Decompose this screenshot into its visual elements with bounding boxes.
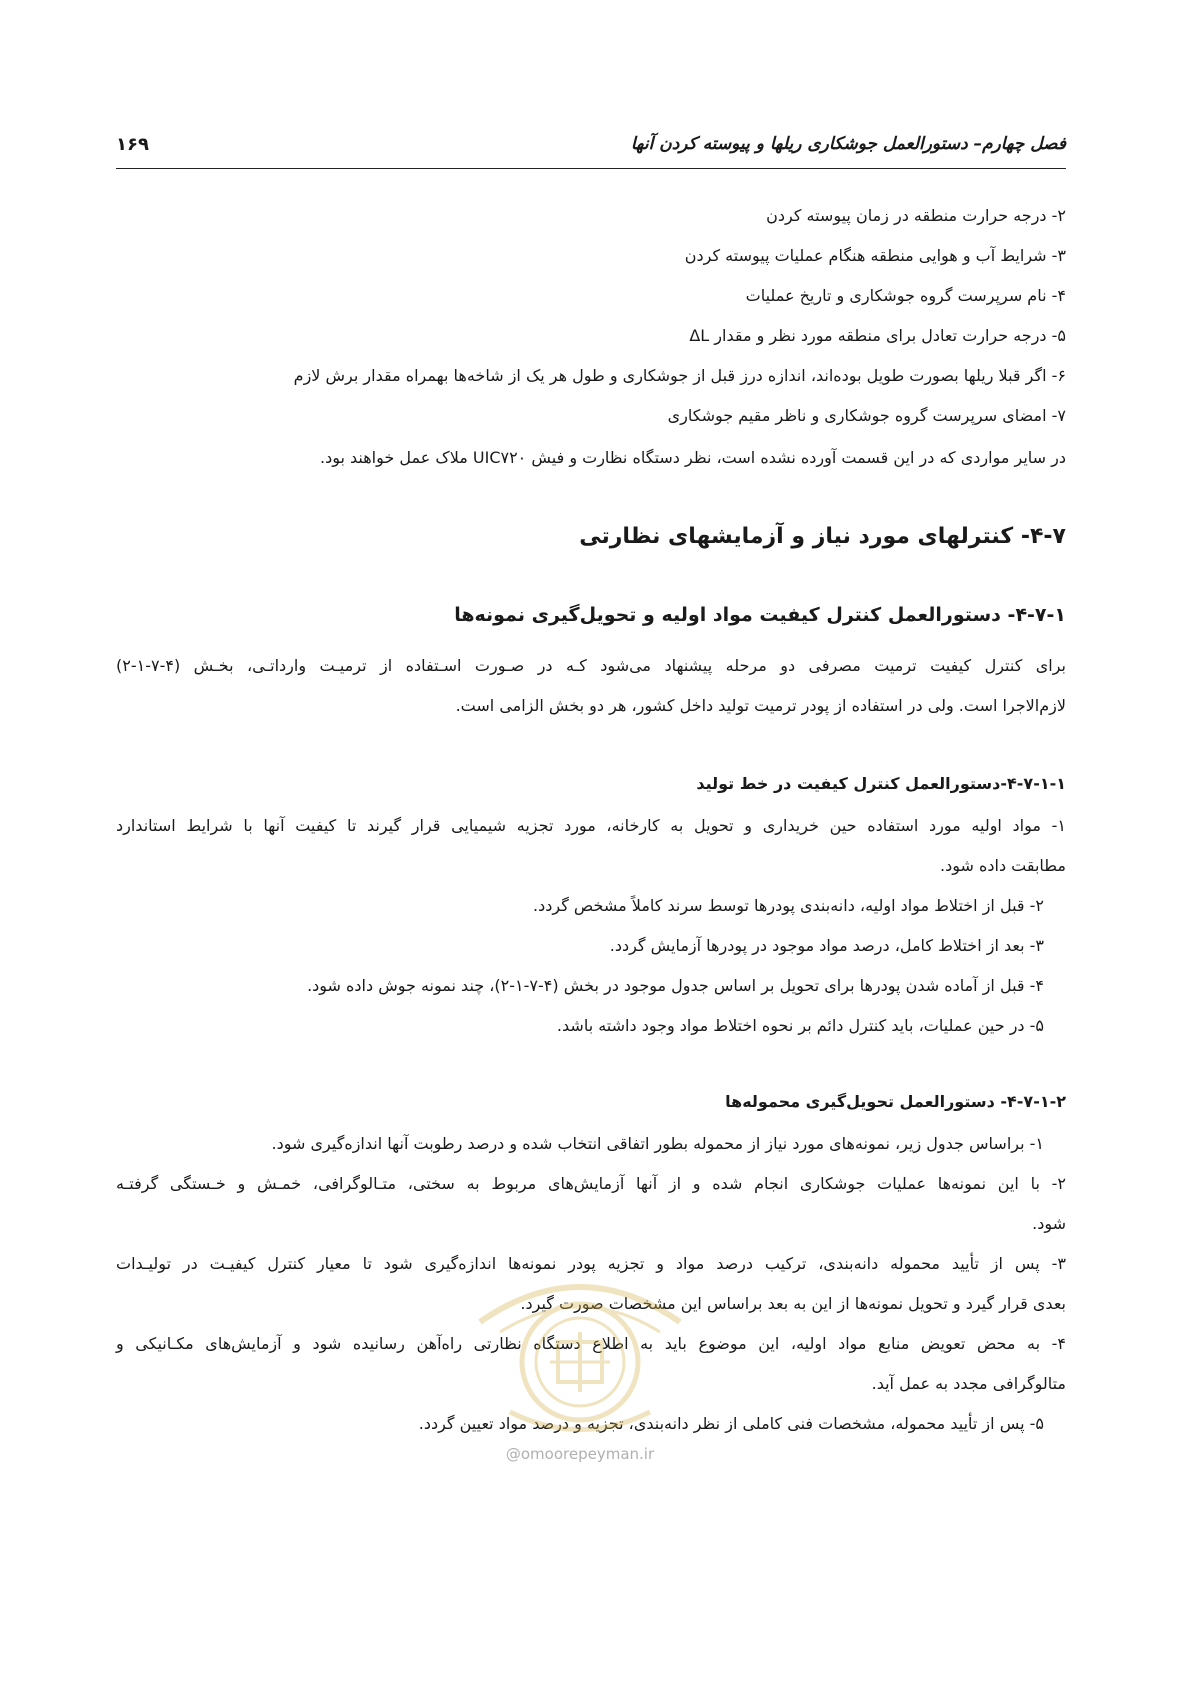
list-item: ۵- در حین عملیات، باید کنترل دائم بر نحوه اختلاط مواد وجود داشته باشد.: [556, 1016, 1044, 1035]
list-item-continuation: شود.: [1032, 1214, 1066, 1233]
section-heading: ۴-۷- کنترلهای مورد نیاز و آزمایشهای نظارتی: [579, 524, 1066, 549]
note-paragraph: در سایر مواردی که در این قسمت آورده نشده است، نظر دستگاه نظارت و فیش UIC۷۲۰ ملاک عمل خواهند بود.: [320, 448, 1066, 467]
list-item: ۳- شرایط آب و هوایی منطقه هنگام عملیات پیوسته کردن: [684, 246, 1066, 265]
list-item: ۲- با این نمونه‌ها عملیات جوشکاری انجام شده و از آنها آزمایش‌های مربوط به سختی، متـالوگرافی، خمـش و خـستگی گرفتـه: [116, 1174, 1066, 1193]
page-header: [116, 128, 1066, 169]
list-item: ۴- نام سرپرست گروه جوشکاری و تاریخ عملیات: [745, 286, 1066, 305]
list-item: ۷- امضای سرپرست گروه جوشکاری و ناظر مقیم جوشکاری: [667, 406, 1066, 425]
subsubsection-heading: ۴-۷-۱-۱-دستورالعمل کنترل کیفیت در خط تولید: [696, 774, 1066, 793]
list-item: ۵- پس از تأیید محموله، مشخصات فنی کاملی از نظر دانه‌بندی، تجزیه و درصد مواد تعیین گردد.: [418, 1414, 1044, 1433]
list-item: ۱- مواد اولیه مورد استفاده حین خریداری و تحویل به کارخانه، مورد تجزیه شیمیایی قرار گیرند تا کیفیت آنها با شرایط استاندارد: [116, 816, 1066, 835]
chapter-title: فصل چهارم– دستورالعمل جوشکاری ریلها و پیوسته کردن آنها: [630, 134, 1066, 154]
list-item: ۵- درجه حرارت تعادل برای منطقه مورد نظر و مقدار ΔL: [689, 326, 1066, 345]
list-item: ۶- اگر قبلا ریلها بصورت طویل بوده‌اند، اندازه درز قبل از جوشکاری و طول هر یک از شاخه‌ها بهمراه مقدار برش لازم: [293, 366, 1066, 385]
watermark-text: @omoorepeyman.ir: [505, 1445, 655, 1463]
list-item-continuation: بعدی قرار گیرد و تحویل نمونه‌ها از این به بعد براساس این مشخصات صورت گیرد.: [520, 1294, 1066, 1313]
list-item-continuation: مطابقت داده شود.: [940, 856, 1066, 875]
paragraph-line: برای کنترل کیفیت ترمیت مصرفی دو مرحله پیشنهاد می‌شود کـه در صـورت اسـتفاده از ترمیـت وارداتـی، بخـش (۴-۷-۱-۲): [116, 656, 1066, 675]
subsection-heading: ۴-۷-۱- دستورالعمل کنترل کیفیت مواد اولیه و تحویل‌گیری نمونه‌ها: [454, 604, 1066, 626]
page-number: ۱۶۹: [116, 134, 149, 155]
list-item: ۴- به محض تعویض منابع مواد اولیه، این موضوع باید به اطلاع دستگاه نظارتی راه‌آهن رسانیده شود و آزمایش‌های مکـانیکی و: [116, 1334, 1066, 1353]
subsubsection-heading: ۴-۷-۱-۲- دستورالعمل تحویل‌گیری محموله‌ها: [725, 1092, 1066, 1111]
paragraph-line: لازم‌الاجرا است. ولی در استفاده از پودر ترمیت تولید داخل کشور، هر دو بخش الزامی است.: [455, 696, 1066, 715]
list-item: ۲- قبل از اختلاط مواد اولیه، دانه‌بندی پودرها توسط سرند کاملاً مشخص گردد.: [533, 896, 1044, 915]
list-item: ۴- قبل از آماده شدن پودرها برای تحویل بر اساس جدول موجود در بخش (۴-۷-۱-۲)، چند نمونه جوش داده شود.: [307, 976, 1044, 995]
list-item-continuation: متالوگرافی مجدد به عمل آید.: [871, 1374, 1066, 1393]
list-item: ۳- پس از تأیید محموله دانه‌بندی، ترکیب درصد مواد و تجزیه پودر نمونه‌ها اندازه‌گیری شود تا معیار کنترل کیفیـت در تولیـدات: [116, 1254, 1066, 1273]
watermark-logo-icon: [470, 1262, 690, 1442]
list-item: ۱- براساس جدول زیر، نمونه‌های مورد نیاز از محموله بطور اتفاقی انتخاب شده و درصد رطوبت آنها اندازه‌گیری شود.: [271, 1134, 1044, 1153]
list-item: ۲- درجه حرارت منطقه در زمان پیوسته کردن: [766, 206, 1066, 225]
list-item: ۳- بعد از اختلاط کامل، درصد مواد موجود در پودرها آزمایش گردد.: [609, 936, 1044, 955]
